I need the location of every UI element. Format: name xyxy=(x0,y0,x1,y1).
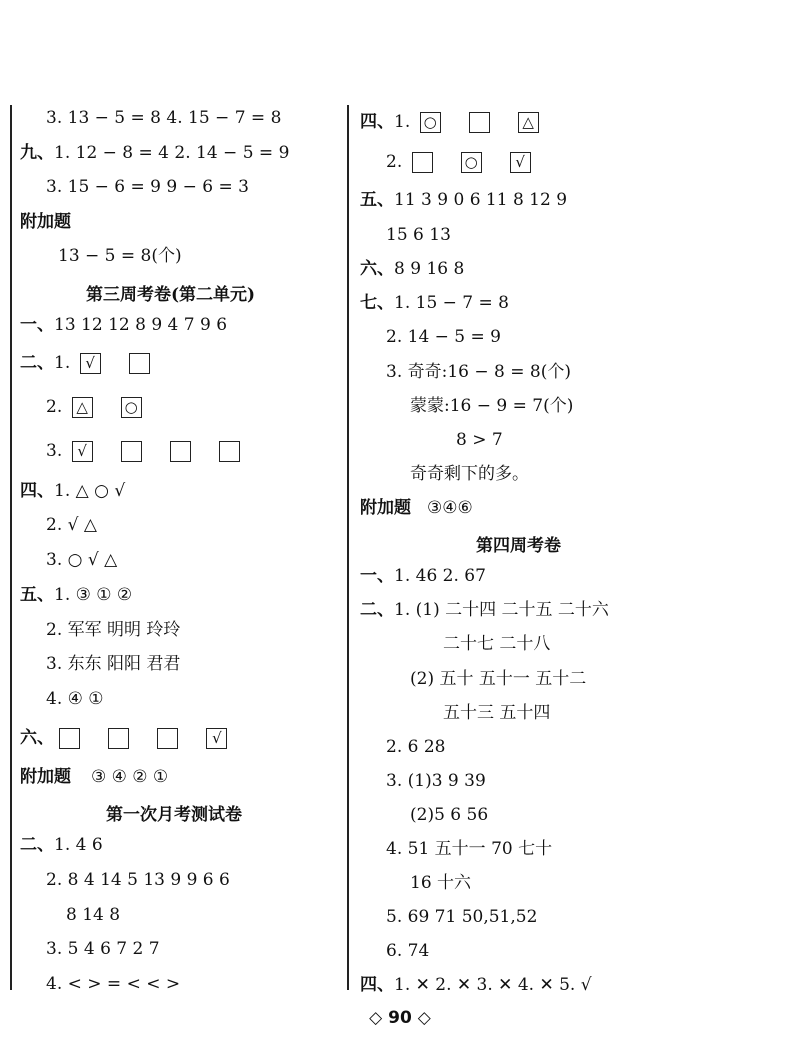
right-line-6: 七、1. 15 − 7 = 8 xyxy=(360,293,509,313)
right-line-8: 3. 奇奇:16 − 8 = 8(个) xyxy=(386,362,571,382)
right-line-5: 六、8 9 16 8 xyxy=(360,259,465,279)
answer-box xyxy=(170,441,191,462)
left-line-12: 3. ○ √ △ xyxy=(46,550,118,570)
answer-box xyxy=(121,441,142,462)
right-line-23: 5. 69 71 50,51,52 xyxy=(386,907,538,927)
right-line-17: 五十三 五十四 xyxy=(443,703,551,723)
section-title-monthly-test: 第一次月考测试卷 xyxy=(106,805,242,825)
left-line-9: 3. √ xyxy=(46,440,268,462)
answer-box: △ xyxy=(72,397,93,418)
left-line-20: 2. 8 4 14 5 13 9 9 6 6 xyxy=(46,870,230,890)
left-line-14: 2. 军军 明明 玲玲 xyxy=(46,620,181,640)
left-line-3: 3. 15 − 6 = 9 9 − 6 = 3 xyxy=(46,177,249,197)
answer-box xyxy=(412,152,433,173)
answer-box: ○ xyxy=(461,152,482,173)
left-line-23: 4. < > = < < > xyxy=(46,974,181,994)
page-number: ◇ 90 ◇ xyxy=(369,1008,431,1028)
left-line-8: 2. △ ○ xyxy=(46,396,170,418)
right-line-14: 二、1. (1) 二十四 二十五 二十六 xyxy=(360,600,609,620)
right-line-24: 6. 74 xyxy=(386,941,430,961)
left-line-21: 8 14 8 xyxy=(66,905,121,925)
right-line-2: 2. ○ √ xyxy=(386,151,559,173)
right-line-20: (2)5 6 56 xyxy=(410,805,489,825)
right-line-25: 四、1. ✕ 2. ✕ 3. ✕ 4. ✕ 5. √ xyxy=(360,975,592,995)
right-line-18: 2. 6 28 xyxy=(386,737,446,757)
right-line-13: 一、1. 46 2. 67 xyxy=(360,566,486,586)
right-line-19: 3. (1)3 9 39 xyxy=(386,771,486,791)
left-line-13: 五、1. ③ ① ② xyxy=(20,585,133,605)
answer-box xyxy=(59,728,80,749)
right-line-16: (2) 五十 五十一 五十二 xyxy=(410,669,587,689)
left-line-7: 二、1. √ xyxy=(20,352,178,374)
left-line-5: 13 − 5 = 8(个) xyxy=(58,246,182,266)
left-line-2: 九、1. 12 − 8 = 4 2. 14 − 5 = 9 xyxy=(20,143,290,163)
answer-box xyxy=(129,353,150,374)
answer-box xyxy=(108,728,129,749)
answer-box: √ xyxy=(206,728,227,749)
right-line-9: 蒙蒙:16 − 9 = 7(个) xyxy=(410,396,574,416)
answer-box xyxy=(157,728,178,749)
left-line-16: 4. ④ ① xyxy=(46,689,104,709)
right-line-3: 五、11 3 9 0 6 11 8 12 9 xyxy=(360,190,568,210)
answer-box: √ xyxy=(510,152,531,173)
answer-box: √ xyxy=(80,353,101,374)
section-title-week4: 第四周考卷 xyxy=(476,536,561,556)
left-line-17: 六、 √ xyxy=(20,727,255,749)
answer-box: △ xyxy=(518,112,539,133)
right-line-7: 2. 14 − 5 = 9 xyxy=(386,327,501,347)
left-line-22: 3. 5 4 6 7 2 7 xyxy=(46,939,160,959)
section-title-week3: 第三周考卷(第二单元) xyxy=(86,285,256,305)
right-line-12: 附加题 ③④⑥ xyxy=(360,498,473,518)
right-line-11: 奇奇剩下的多。 xyxy=(410,464,529,484)
right-line-10: 8 > 7 xyxy=(456,430,503,450)
answer-box: ○ xyxy=(121,397,142,418)
answer-box: √ xyxy=(72,441,93,462)
right-line-22: 16 十六 xyxy=(410,873,472,893)
left-appendix-label: 附加题 xyxy=(20,212,71,232)
left-line-15: 3. 东东 阳阳 君君 xyxy=(46,654,181,674)
column-divider-rule xyxy=(347,105,349,990)
left-margin-rule xyxy=(10,105,12,990)
answer-box xyxy=(219,441,240,462)
left-line-11: 2. √ △ xyxy=(46,515,97,535)
right-line-4: 15 6 13 xyxy=(386,225,451,245)
left-line-1: 3. 13 − 5 = 8 4. 15 − 7 = 8 xyxy=(46,108,282,128)
left-line-10: 四、1. △ ○ √ xyxy=(20,481,126,501)
right-line-21: 4. 51 五十一 70 七十 xyxy=(386,839,553,859)
left-line-19: 二、1. 4 6 xyxy=(20,835,103,855)
answer-box: ○ xyxy=(420,112,441,133)
left-line-18: 附加题 ③ ④ ② ① xyxy=(20,767,169,787)
left-line-6: 一、13 12 12 8 9 4 7 9 6 xyxy=(20,315,228,335)
right-line-1: 四、1. ○ △ xyxy=(360,111,567,133)
right-line-15: 二十七 二十八 xyxy=(443,634,551,654)
answer-box xyxy=(469,112,490,133)
